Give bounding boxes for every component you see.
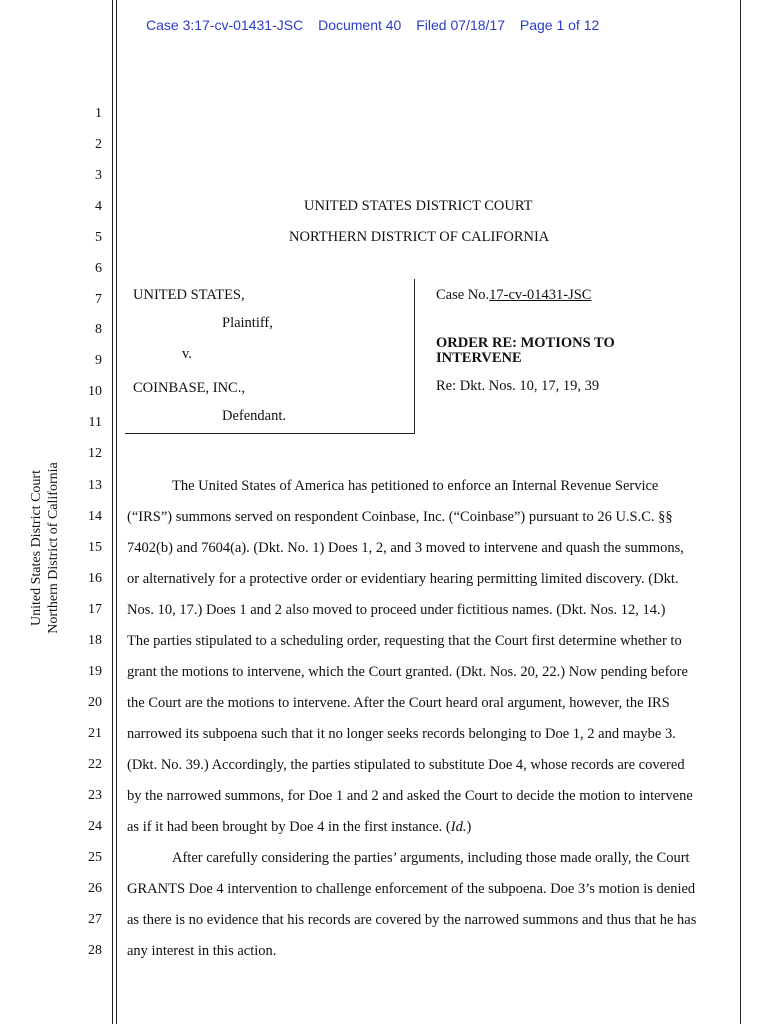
header-case-number: Case 3:17-cv-01431-JSC (146, 17, 304, 33)
header-document-number: Document 40 (318, 17, 402, 33)
court-side-label (28, 438, 66, 658)
case-number (436, 286, 591, 304)
side-label-district: Northern District of California (46, 462, 61, 634)
line-number: 22 (88, 757, 102, 772)
line-number: 9 (95, 353, 102, 368)
order-title-line-2: INTERVENE (436, 350, 522, 366)
plaintiff-name: UNITED STATES, (133, 287, 245, 303)
line-number: 19 (88, 664, 102, 679)
body-line: GRANTS Doe 4 intervention to challenge enforcement of the subpoena. Doe 3’s motion is denied (127, 881, 696, 897)
line-number: 20 (88, 695, 102, 710)
court-name: UNITED STATES DISTRICT COURT (304, 198, 533, 214)
body-line: After carefully considering the parties’ arguments, including those made orally, the Court (172, 850, 690, 866)
line-number: 7 (95, 292, 102, 307)
body-line: or alternatively for a protective order or evidentiary hearing permitting limited discovery. (Dkt. (127, 571, 679, 587)
body-line: (“IRS”) summons served on respondent Coinbase, Inc. (“Coinbase”) pursuant to 26 U.S.C. §§ (127, 509, 673, 525)
margin-rule-right (740, 0, 741, 1024)
line-number: 16 (88, 571, 102, 586)
body-line (127, 818, 471, 836)
case-number-label: Case No. (436, 287, 490, 303)
id-citation-close: ) (466, 819, 472, 835)
body-line: the Court are the motions to intervene. After the Court heard oral argument, however, the IRS (127, 695, 670, 711)
id-citation: Id. (450, 819, 467, 835)
line-number: 12 (88, 446, 102, 461)
side-label-court: United States District Court (29, 470, 44, 626)
body-line: grant the motions to intervene, which the Court granted. (Dkt. Nos. 20, 22.) Now pending before (127, 664, 688, 680)
line-number: 13 (88, 478, 102, 493)
line-number: 4 (95, 199, 102, 214)
line-number: 26 (88, 881, 102, 896)
line-number: 24 (88, 819, 102, 834)
body-line: by the narrowed summons, for Doe 1 and 2 and asked the Court to decide the motion to intervene (127, 788, 693, 804)
defendant-role: Defendant. (222, 408, 287, 424)
line-number: 5 (95, 230, 102, 245)
docket-reference: Re: Dkt. Nos. 10, 17, 19, 39 (436, 378, 600, 394)
line-number: 28 (88, 943, 102, 958)
case-number-value: 17-cv-01431-JSC (489, 287, 592, 303)
line-number: 15 (88, 540, 102, 555)
line-number: 23 (88, 788, 102, 803)
body-line: any interest in this action. (127, 943, 277, 959)
body-line: as there is no evidence that his records are covered by the narrowed summons and thus that he has (127, 912, 697, 928)
line-number: 25 (88, 850, 102, 865)
margin-rule-left-2 (116, 0, 117, 1024)
body-line: 7402(b) and 7604(a). (Dkt. No. 1) Does 1, 2, and 3 moved to intervene and quash the summons, (127, 540, 684, 556)
line-number: 10 (88, 384, 102, 399)
order-title-line-1: ORDER RE: MOTIONS TO (436, 335, 615, 351)
line-number: 18 (88, 633, 102, 648)
versus: v. (182, 346, 192, 362)
margin-rule-left-1 (112, 0, 113, 1024)
defendant-name: COINBASE, INC., (133, 380, 245, 396)
line-number: 11 (88, 415, 102, 430)
line-number: 21 (88, 726, 102, 741)
line-number: 1 (95, 106, 102, 121)
header-filed-date: Filed 07/18/17 (416, 17, 505, 33)
court-district: NORTHERN DISTRICT OF CALIFORNIA (289, 229, 550, 245)
line-number: 8 (95, 322, 102, 337)
body-line: narrowed its subpoena such that it no longer seeks records belonging to Doe 1, 2 and maybe 3. (127, 726, 676, 742)
line-number: 3 (95, 168, 102, 183)
line-number: 27 (88, 912, 102, 927)
body-line: (Dkt. No. 39.) Accordingly, the parties stipulated to substitute Doe 4, whose records are covered (127, 757, 685, 773)
page-header (146, 17, 610, 33)
caption-divider-vertical (414, 279, 415, 434)
header-page-count: Page 1 of 12 (519, 17, 600, 33)
line-number: 14 (88, 509, 102, 524)
line-number: 17 (88, 602, 102, 617)
body-line: Nos. 10, 17.) Does 1 and 2 also moved to proceed under fictitious names. (Dkt. Nos. 12, 14.) (127, 602, 666, 618)
plaintiff-role: Plaintiff, (222, 315, 273, 331)
line-number: 6 (95, 261, 102, 276)
body-line: The United States of America has petitioned to enforce an Internal Revenue Service (172, 478, 659, 494)
caption-divider-horizontal (125, 433, 415, 434)
body-line-text: as if it had been brought by Doe 4 in the first instance. ( (127, 819, 451, 835)
line-number: 2 (95, 137, 102, 152)
body-line: The parties stipulated to a scheduling order, requesting that the Court first determine whether to (127, 633, 682, 649)
